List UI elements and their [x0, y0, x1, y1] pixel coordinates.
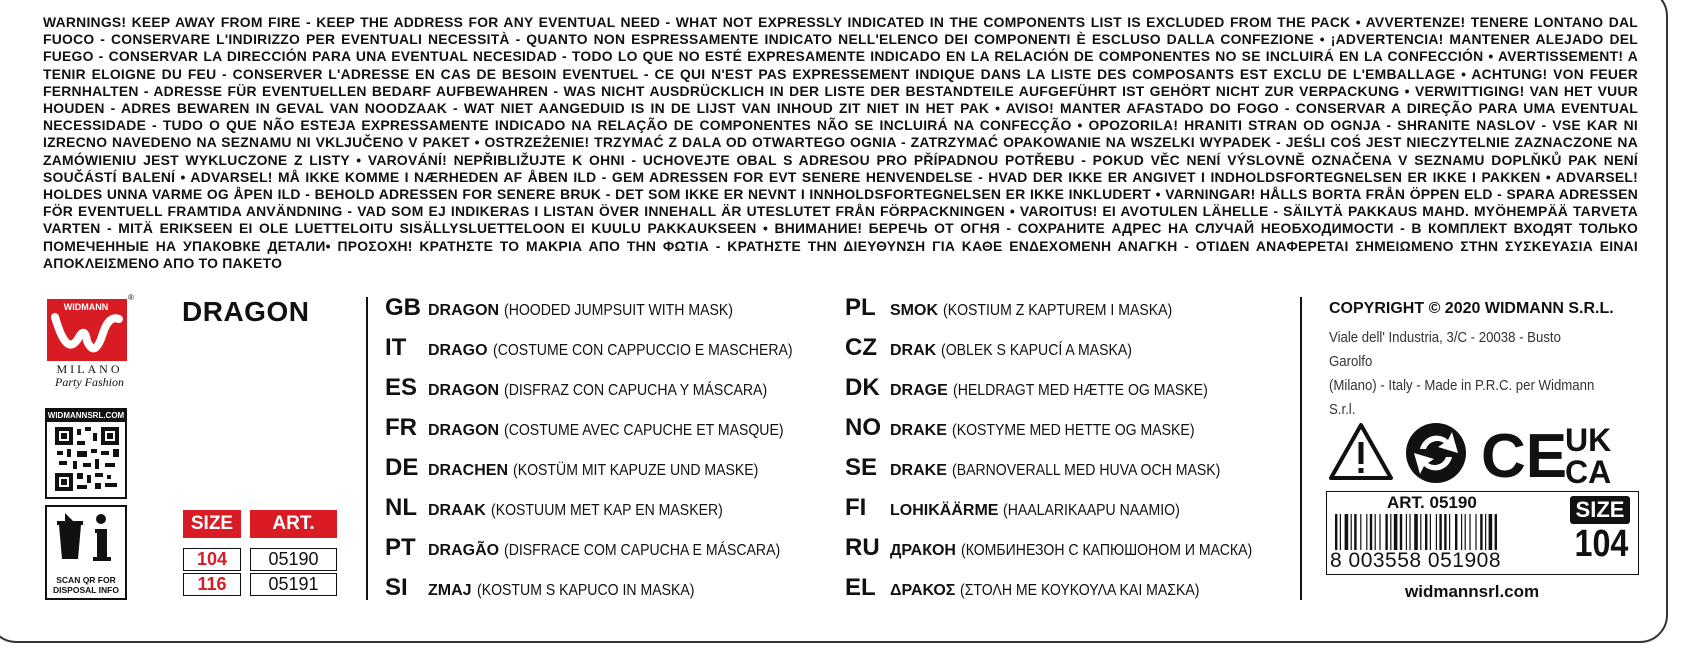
barcode-number: 8 003558 051908 [1330, 549, 1501, 572]
lang-code: EL [845, 574, 876, 601]
lang-desc: (ΣΤΟΛΗ ΜΕ ΚΟΥΚΟΥΛΑ ΚΑΙ ΜΑΣΚΑ) [960, 582, 1200, 599]
qr-code-icon [55, 427, 119, 491]
size-badge [1570, 496, 1630, 564]
art-header: ART. [250, 510, 337, 538]
language-row [845, 534, 1292, 564]
size-badge-label: SIZE [1570, 496, 1630, 524]
lang-desc: (COSTUME AVEC CAPUCHE ET MASQUE) [504, 422, 784, 439]
lang-code: FR [385, 414, 417, 441]
lang-desc: (KOSTIUM Z KAPTUREM I MASKA) [943, 302, 1173, 319]
lang-code: DE [385, 454, 419, 481]
lang-code: CZ [845, 334, 877, 361]
disposal-label-2: DISPOSAL INFO [53, 585, 119, 595]
product-name: DRAGON [182, 296, 310, 327]
lang-word: DRAKE [890, 422, 947, 439]
ce-mark-icon [1481, 422, 1567, 486]
disposal-label-1: SCAN QR FOR [56, 575, 116, 585]
lang-word: DRAGE [890, 382, 948, 399]
warning-triangle-icon [1331, 425, 1391, 478]
ukca-mark-icon [1565, 422, 1611, 486]
lang-desc: (DISFRACE COM CAPUCHA E MÁSCARA) [504, 542, 781, 559]
website-link[interactable]: widmannsrl.com [1405, 582, 1540, 601]
lang-desc: (HOODED JUMPSUIT WITH MASK) [504, 302, 734, 319]
certification-symbols [1328, 420, 1640, 491]
company-address [1329, 326, 1602, 422]
lang-word: DRAGON [428, 302, 500, 319]
size-header: SIZE [183, 510, 241, 538]
language-row [845, 454, 1257, 484]
lang-word: DRAGO [428, 342, 488, 359]
lang-code: SE [845, 454, 878, 481]
language-row [385, 414, 822, 444]
lang-desc: (KOSTUM S KAPUCO IN MASKA) [476, 582, 695, 599]
warnings-text: WARNINGS! KEEP AWAY FROM FIRE - KEEP THE ADDRESS FOR ANY EVENTUAL NEED - WHAT NOT EXPRESSLY INDICATED IN THE COMPONENTS LIST IS EXCLUDED FROM THE PACK • AVVERTENZE! TENERE LONTANO DAL FUOCO - CONSERVARE L'INDIRIZZO PER EVENTUALI NECESSITÀ - QUANTO NON ESPRESSAMENTE INDICATO NELL'ELENCO DEI COMPONENTI È ESCLUSO DALLA CONFEZIONE • ¡ADVERTENCIA! MANTENER ALEJADO DEL FUEGO - CONSERVAR LA DIRECCIÓN PARA UNA EVENTUAL NECESIDAD - TODO LO QUE NO ESTÉ EXPRESAMENTE INDICADO EN LA RELACIÓN DE COMPONENTES NO SE INCLUIRÁ EN LA CONFECCIÓN • AVERTISSEMENT! A TENIR ELOIGNE DU FEU - CONSERVER L'ADRESSE EN CAS DE BESOIN EVENTUEL - CE QUI N'EST PAS EXPRESSEMENT INDIQUE DANS LA LISTE DES COMPOSANTS EST EXCLU DE L'EMBALLAGE • ACHTUNG! VON FEUER FERNHALTEN - ADRESSE FÜR EVENTUELLEN BEDARF AUFBEWAHREN - WAS NICHT AUSDRÜCKLICH IN DER LISTE DER BESTANDTEILE AUFGEFÜHRT IST GEHÖRT NICHT ZUR VERPACKUNG • VERWITTIGING! VAN HET VUUR HOUDEN - ADRES BEWAREN IN GEVAL VAN NOODZAAK - WAT NIET AANGEDUID IS IN DE LIJST VAN INHOUD ZIT NIET IN HET PAK • AVISO! MANTER AFASTADO DO FOGO - CONSERVAR A DIREÇÃO PARA UMA EVENTUAL NECESSIDADE - TUDO O QUE NÃO ESTEJA EXPRESSAMENTE INDICADO NA RELAÇÃO DE COMPONENTES NÃO SE INCLUIRÁ NA CONFECÇÃO • OPOZORILA! HRANITI STRAN OD OGNJA - SHRANITE NASLOV - VSE KAR NI IZRECNO NAVEDENO NA SEZNAMU NI VKLJUČENO V PAKET • OSTRZEŻENIE! TRZYMAĆ Z DALA OD OTWARTEGO OGNIA - ZATRZYMAĆ OPAKOWANIE NA WSZELKI WYPADEK - JEŚLI COŚ JEST NIECZYTELNIE ZAZNACZONE NA ZAMÓWIENIU JEST WYKLUCZONE Z LISTY • VAROVÁNÍ! NEPŘIBLIŽUJTE K OHNI - UCHOVEJTE OBAL S ADRESOU PRO PŘÍPADNOU POTŘEBU - POKUD VĚC NENÍ VÝSLOVNĚ OZNAČENA V SEZNAMU DOPLŇKŮ PAK NENÍ SOUČÁSTÍ BALENÍ • ADVARSEL! MÅ IKKE KOMME I NÆRHEDEN AF ÅBEN ILD - GEM ADRESSEN FOR EVT SENERE HENVENDELSE - HVAD DER IKKE ER ANGIVET I INDHOLDSFORTEGNELSEN ER IKKE I PAKKEN • ADVARSEL! HOLDES UNNA VARME OG ÅPEN ILD - BEHOLD ADRESSEN FOR SENERE BRUK - DET SOM IKKE ER NEVNT I INNHOLDSFORTEGNELSEN ER IKKE INKLUDERT • VARNINGAR! HÅLLS BORTA FRÅN ÖPPEN ELD - SPARA ADRESSEN FÖR EVENTUELL FRAMTIDA ANVÄNDNING - VAD SOM EJ INDIKERAS I LISTAN ÖVER INNEHALL ÄR UTESLUTET FRÅN FÖRPACKNINGEN • VAROITUS! EI AVOTULEN LÄHELLE - SÄILYTÄ PAKKAUS MAHD. MYÖHEMPÄÄ TARVETA VARTEN - MITÄ ERIKSEEN EI OLE LUETTELOITU SISÄLLYSLUETTELOON EI KUULU PAKKAUKSEEN • ВНИМАНИЕ! БЕРЕЧЬ ОТ ОГНЯ - СОХРАНИТЕ АДРЕС НА СЛУЧАЙ НЕОБХОДИМОСТИ - В КОМПЛЕКТ ВХОДЯТ ТОЛЬКО ПОМЕЧЕННЫЕ НА УПАКОВКЕ ДЕТАЛИ• ΠΡΟΣΟΧΗ! ΚΡΑΤΗΣΤΕ ΤΟ ΜΑΚΡΙΑ ΑΠΟ ΤΗΝ ΦΩΤΙΑ - ΚΡΑΤΗΣΤΕ ΤΗΝ ΔΙΕΥΘΥΝΣΗ ΓΙΑ ΚΑΘΕ ΕΝΔΕΧΟΜΕΝΗ ΑΝΑΓΚΗ - ΟΤΙΔΕΝ ΑΝΑΦΕΡΕΤΑΙ ΣΗΜΕΙΩΜΕΝΟ ΣΤΗΝ ΣΥΣΚΕΥΑΣΙΑ ΕΙΝΑΙ ΑΠΟΚΛΕΙΣΜΕΝΟ ΑΠΟ ΤΟ ΠΑΚΕΤΟ [43, 14, 1638, 271]
logo-city: MILANO [56, 362, 123, 376]
lang-word: ZMAJ [428, 582, 472, 599]
lang-code: NO [845, 414, 881, 441]
widmann-logo [45, 297, 140, 363]
logo-tagline: Party Fashion [55, 375, 124, 389]
disposal-bin-icon [51, 511, 121, 571]
language-row [385, 374, 803, 404]
registered-mark: ® [128, 293, 134, 302]
lang-code: GB [385, 294, 421, 321]
lang-word: DRAK [890, 342, 937, 359]
svg-text:UK: UK [1565, 422, 1612, 458]
lang-desc: (COSTUME CON CAPPUCCIO E MASCHERA) [492, 342, 793, 359]
art-cell: 05191 [250, 573, 337, 596]
lang-desc: (KOSTÜM MIT KAPUZE UND MASKE) [513, 462, 759, 479]
qr-url: WIDMANNSRL.COM [47, 411, 125, 420]
lang-desc: (КОМБИНЕЗОН С КАПЮШОНОМ И МАСКА) [960, 542, 1253, 559]
lang-code: RU [845, 534, 880, 561]
lang-word: DRAKE [890, 462, 947, 479]
lang-word: ДРАКОН [890, 542, 956, 559]
art-cell: 05190 [250, 548, 337, 571]
lang-desc: (KOSTYME MED HETTE OG MASKE) [951, 422, 1195, 439]
barcode-icon [1335, 514, 1557, 550]
svg-text:CA: CA [1565, 454, 1612, 486]
lang-code: PL [845, 294, 876, 321]
copyright-notice: COPYRIGHT © 2020 WIDMANN S.R.L. [1329, 300, 1614, 317]
language-row [385, 574, 724, 604]
language-row [845, 374, 1242, 404]
lang-desc: (HELDRAGT MED HÆTTE OG MASKE) [952, 382, 1208, 399]
language-row [385, 454, 792, 484]
lang-desc: (HAALARIKAAPU NAAMIO) [1003, 502, 1181, 519]
lang-word: DRAGON [428, 382, 500, 399]
lang-code: PT [385, 534, 416, 561]
language-row [385, 294, 764, 324]
language-row [385, 534, 818, 564]
lang-word: LOHIKÄÄRME [890, 502, 999, 519]
language-row [845, 414, 1227, 444]
language-row [385, 334, 833, 364]
language-row [385, 494, 754, 524]
lang-code: NL [385, 494, 417, 521]
size-cell: 104 [183, 548, 241, 571]
language-row [845, 334, 1158, 364]
size-badge-value: 104 [1574, 523, 1629, 565]
language-row [845, 294, 1203, 324]
lang-code: FI [845, 494, 867, 521]
lang-code: SI [385, 574, 408, 601]
barcode-box [1326, 491, 1639, 575]
lang-word: ΔΡΑΚΟΣ [890, 582, 956, 599]
divider-right [1300, 297, 1302, 600]
lang-desc: (KOSTUUM MET KAP EN MASKER) [490, 502, 723, 519]
lang-word: DRAGON [428, 422, 500, 439]
lang-desc: (DISFRAZ CON CAPUCHA Y MÁSCARA) [504, 382, 768, 399]
svg-text:CE: CE [1481, 422, 1568, 486]
divider-left [366, 297, 368, 600]
lang-code: ES [385, 374, 418, 401]
lang-word: DRAGÃO [428, 542, 500, 559]
language-row [845, 494, 1204, 524]
recycle-icon [1406, 423, 1466, 483]
size-cell: 116 [183, 573, 241, 596]
logo-wordmark: WIDMANN [63, 302, 109, 312]
art-label: ART. 05190 [1387, 493, 1477, 512]
lang-desc: (BARNOVERALL MED HUVA OCH MASK) [951, 462, 1221, 479]
lang-word: DRAAK [428, 502, 486, 519]
qr-block[interactable] [45, 408, 127, 499]
lang-word: DRACHEN [428, 462, 508, 479]
address-line: (Milano) - Italy - Made in P.R.C. per Widmann S.r.l. [1329, 377, 1595, 418]
disposal-info-block [45, 505, 127, 600]
address-line: Viale dell' Industria, 3/C - 20038 - Busto Garolfo [1329, 329, 1561, 370]
lang-code: DK [845, 374, 880, 401]
language-row [845, 574, 1233, 604]
lang-code: IT [385, 334, 407, 361]
lang-word: SMOK [890, 302, 938, 319]
lang-desc: (OBLEK S KAPUCÍ A MASKA) [941, 342, 1133, 359]
